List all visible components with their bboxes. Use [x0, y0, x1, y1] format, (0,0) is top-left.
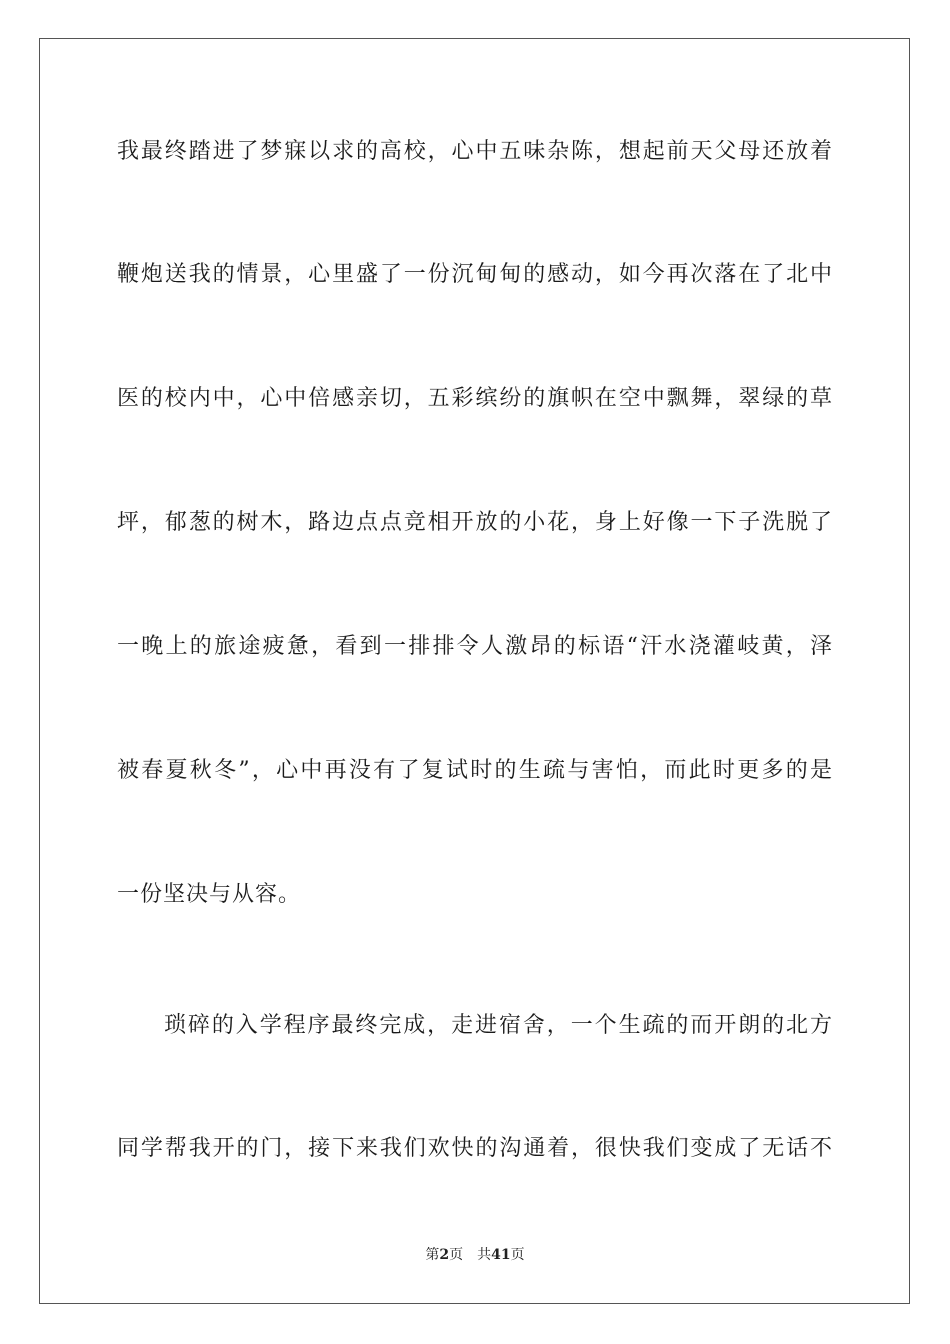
body-line-8: 琐碎的入学程序最终完成，走进宿舍，一个生疏的而开朗的北方	[164, 1013, 833, 1038]
body-line-6: 被春夏秋冬”，心中再没有了复试时的生疏与害怕，而此时更多的是	[117, 758, 833, 783]
footer-mid: 页 共	[449, 1247, 492, 1263]
total-pages-number: 41	[491, 1247, 511, 1263]
body-line-5: 一晚上的旅途疲惫，看到一排排令人激昂的标语“汗水浇灌岐黄，泽	[117, 634, 833, 659]
body-line-9: 同学帮我开的门，接下来我们欢快的沟通着，很快我们变成了无话不	[117, 1136, 833, 1161]
footer-suffix: 页	[510, 1247, 525, 1263]
page-footer	[0, 1245, 950, 1265]
page-frame	[39, 38, 910, 1304]
current-page-number: 2	[439, 1247, 450, 1263]
body-line-2: 鞭炮送我的情景，心里盛了一份沉甸甸的感动，如今再次落在了北中	[117, 262, 833, 287]
body-line-7: 一份坚决与从容。	[117, 882, 302, 907]
body-line-4: 坪，郁葱的树木，路边点点竞相开放的小花，身上好像一下子洗脱了	[117, 510, 833, 535]
footer-prefix: 第	[425, 1247, 440, 1263]
body-line-3: 医的校内中，心中倍感亲切，五彩缤纷的旗帜在空中飘舞，翠绿的草	[117, 386, 833, 411]
body-line-1: 我最终踏进了梦寐以求的高校，心中五味杂陈，想起前天父母还放着	[117, 139, 833, 164]
